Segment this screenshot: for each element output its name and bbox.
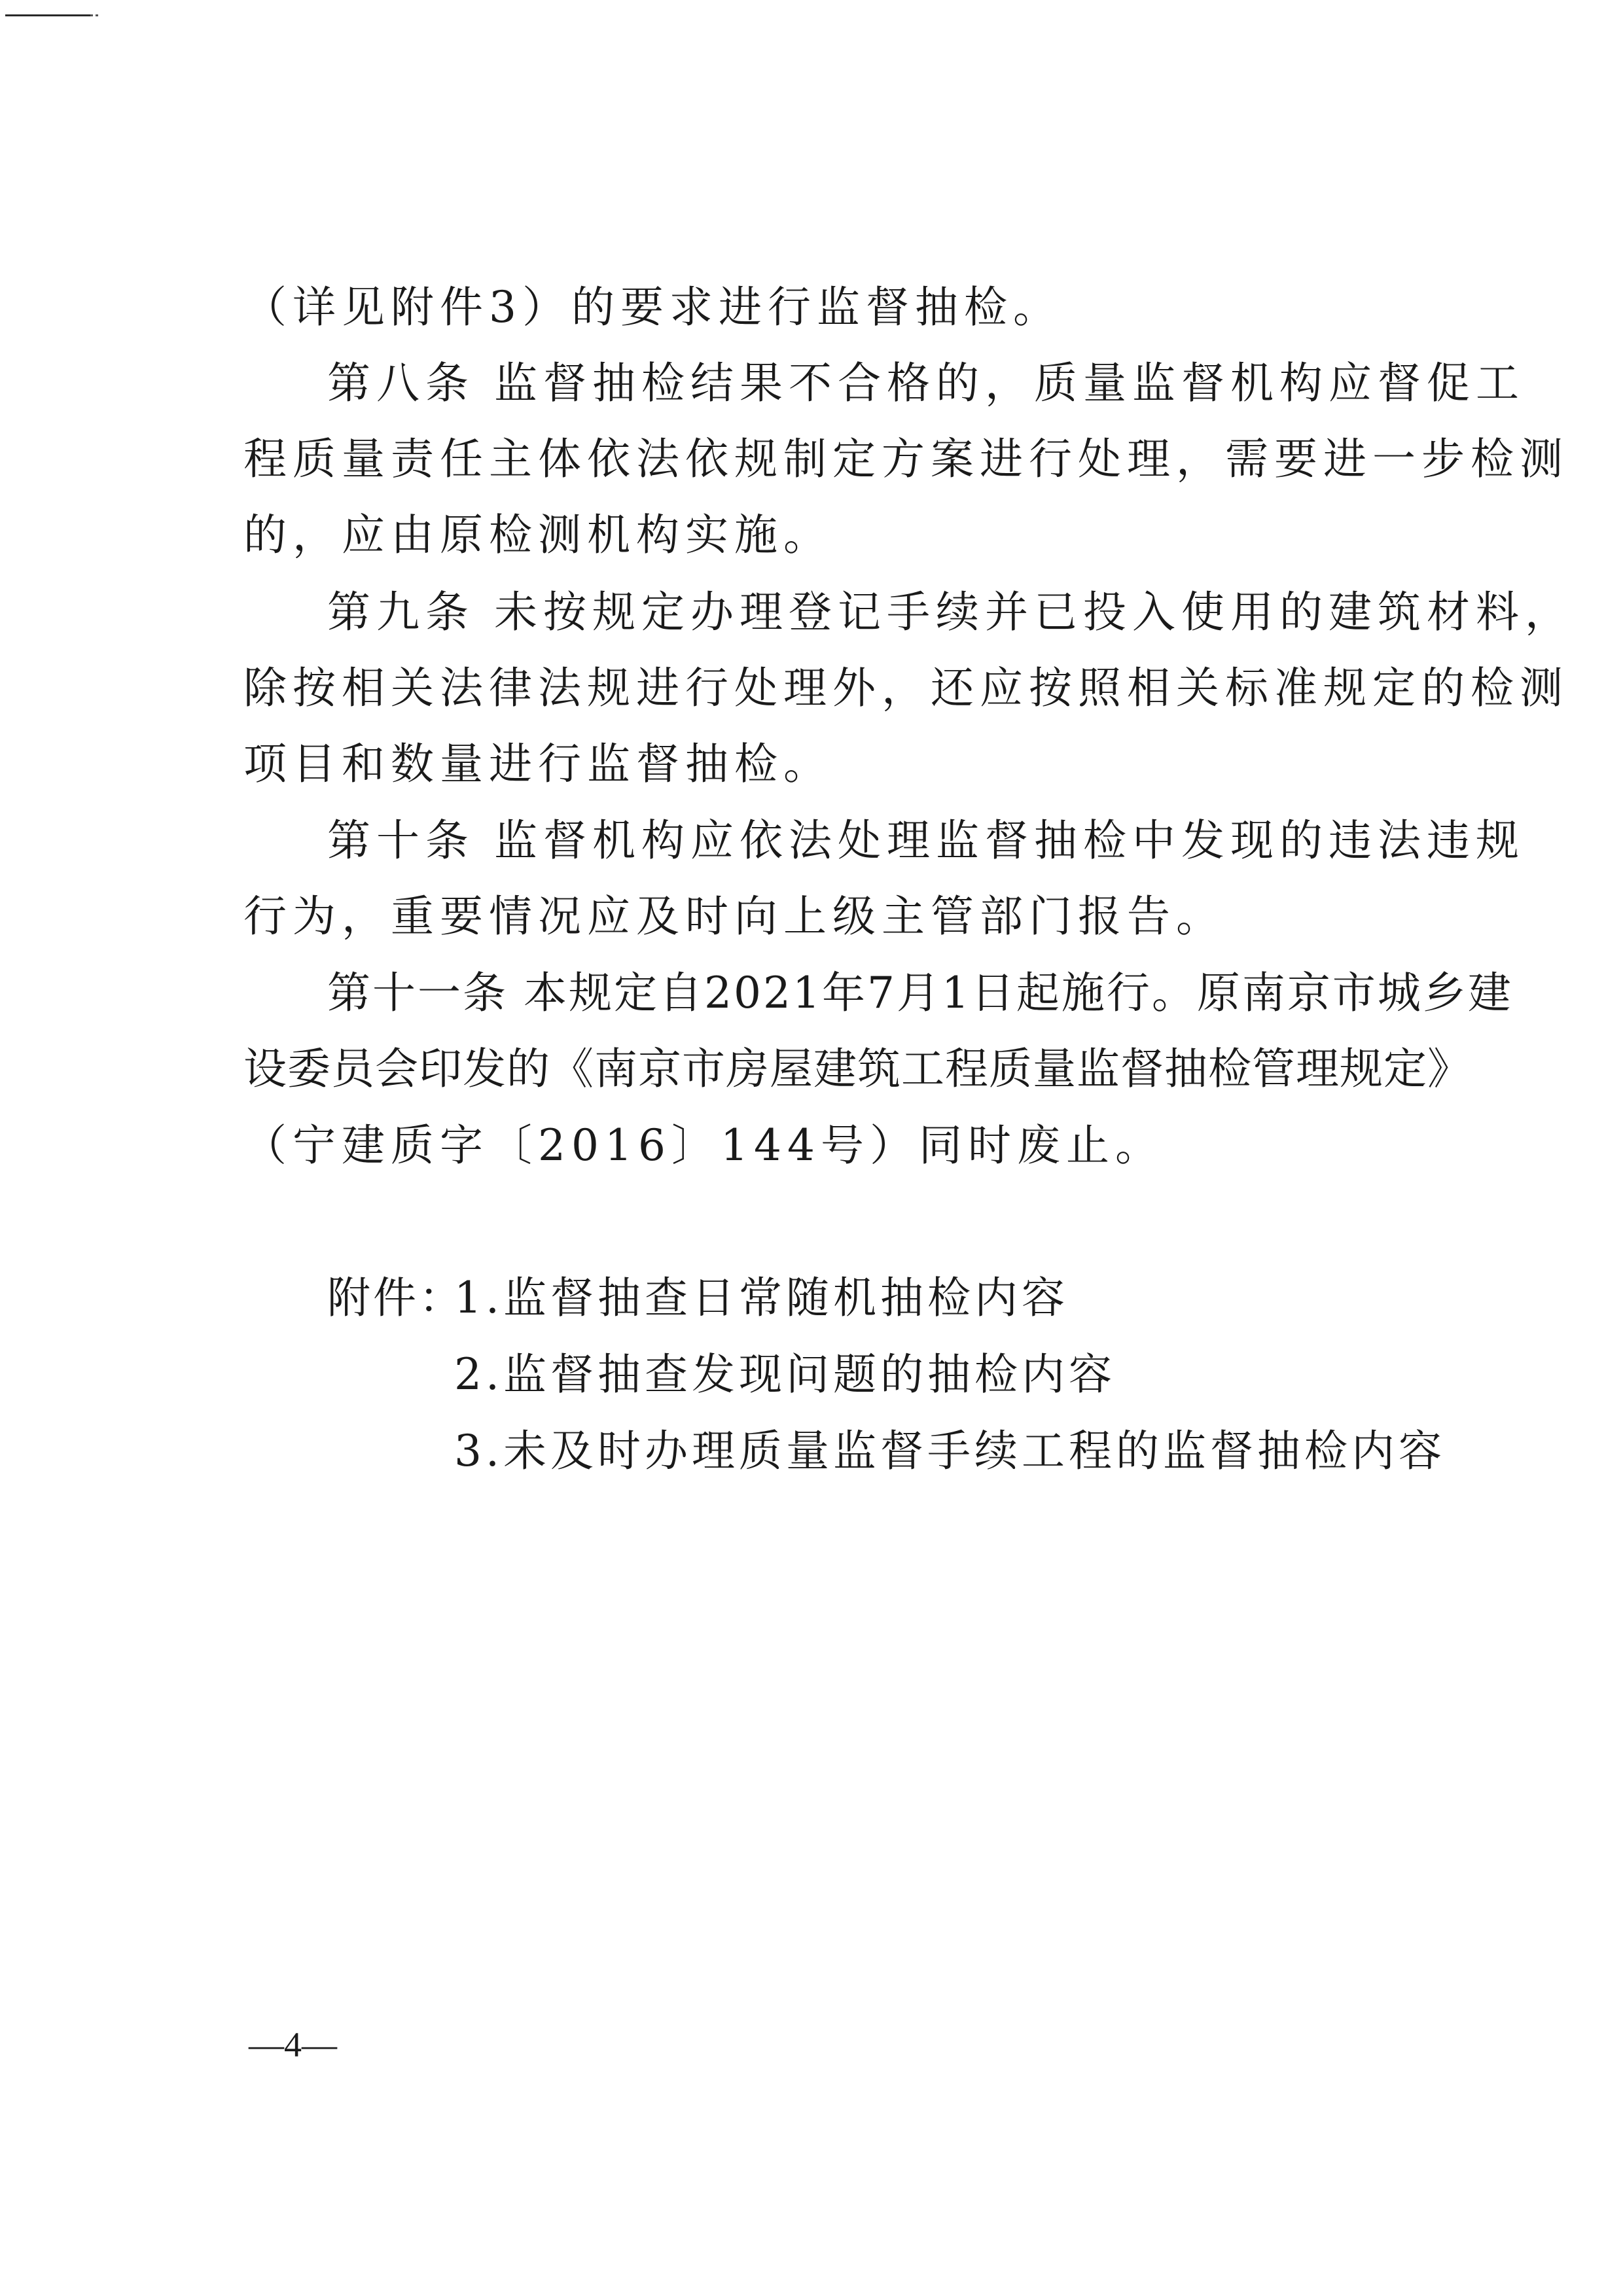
attachment-item: 1.监督抽查日常随机抽检内容 (454, 1273, 1069, 1323)
text-line: 第十条 监督机构应依法处理监督抽检中发现的违法违规 (327, 815, 1525, 866)
text-line: 除按相关法律法规进行处理外，还应按照相关标准规定的检测 (243, 663, 1569, 713)
text-line: 项目和数量进行监督抽检。 (243, 739, 832, 789)
text-line: （宁建质字〔2016〕144号）同时废止。 (243, 1120, 1164, 1171)
top-edge-mark (5, 14, 90, 16)
text-line: 程质量责任主体依法依规制定方案进行处理，需要进一步检测 (243, 434, 1569, 484)
text-line: 第八条 监督抽检结果不合格的，质量监督机构应督促工 (327, 358, 1525, 408)
top-edge-dots (90, 14, 98, 18)
page-number: —4— (249, 2025, 337, 2064)
text-line: （详见附件3）的要求进行监督抽检。 (243, 282, 1062, 332)
text-line: 第九条 未按规定办理登记手续并已投入使用的建筑材料， (327, 587, 1574, 637)
text-line: 的，应由原检测机构实施。 (243, 510, 832, 560)
attachment-item: 2.监督抽查发现问题的抽检内容 (454, 1349, 1116, 1400)
text-line: 第十一条 本规定自2021年7月1日起施行。原南京市城乡建 (327, 968, 1513, 1018)
attachments-label: 附件： (327, 1273, 465, 1323)
attachment-item: 3.未及时办理质量监督手续工程的监督抽检内容 (454, 1426, 1446, 1476)
text-line: 设委员会印发的《南京市房屋建筑工程质量监督抽检管理规定》 (243, 1044, 1471, 1094)
text-line: 行为，重要情况应及时向上级主管部门报告。 (243, 891, 1225, 942)
